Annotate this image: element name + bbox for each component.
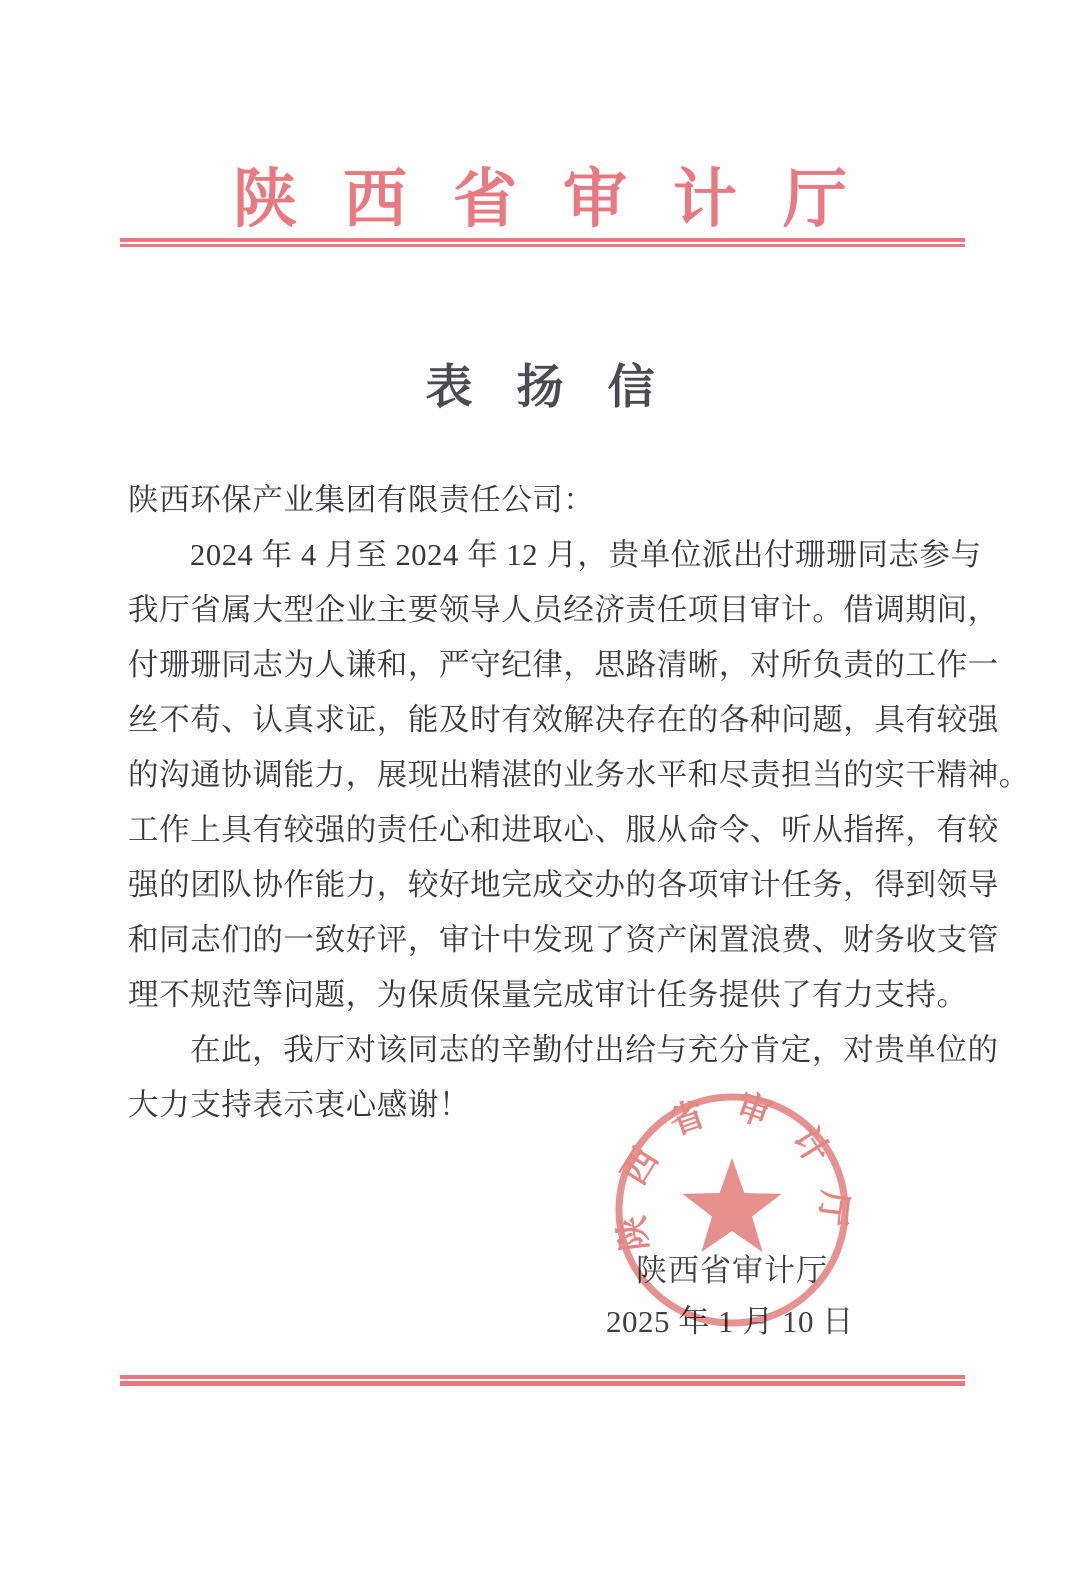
body-line: 我厅省属大型企业主要领导人员经济责任项目审计。借调期间， bbox=[128, 593, 999, 627]
letterhead-divider bbox=[120, 238, 965, 247]
seal-arc-text: 陕西省审计厅 bbox=[610, 1088, 854, 1253]
star-icon bbox=[683, 1158, 782, 1252]
signature-date: 2025 年 1 月 10 日 bbox=[606, 1304, 854, 1339]
letter-body bbox=[128, 473, 1030, 1133]
body-line: 和同志们的一致好评，审计中发现了资产闲置浪费、财务收支管 bbox=[128, 923, 999, 957]
body-line: 2024 年 4 月至 2024 年 12 月，贵单位派出付珊珊同志参与 bbox=[190, 538, 982, 572]
footer-divider bbox=[120, 1375, 965, 1386]
body-line: 付珊珊同志为人谦和，严守纪律，思路清晰，对所负责的工作一 bbox=[128, 648, 999, 682]
body-line: 在此，我厅对该同志的辛勤付出给与充分肯定，对贵单位的 bbox=[190, 1033, 999, 1067]
body-line: 强的团队协作能力，较好地完成交办的各项审计任务，得到领导 bbox=[128, 868, 999, 902]
body-line: 理不规范等问题，为保质保量完成审计任务提供了有力支持。 bbox=[128, 978, 968, 1012]
signature-issuer: 陕西省审计厅 bbox=[636, 1253, 828, 1288]
body-line: 丝不苟、认真求证，能及时有效解决存在的各种问题，具有较强 bbox=[128, 703, 999, 737]
recipient-line: 陕西环保产业集团有限责任公司： bbox=[128, 483, 595, 517]
body-line: 的沟通协调能力，展现出精湛的业务水平和尽责担当的实干精神。 bbox=[128, 758, 1030, 792]
letterhead-agency-name: 陕西省审计厅 bbox=[233, 164, 893, 235]
body-line: 工作上具有较强的责任心和进取心、服从命令、听从指挥，有较 bbox=[128, 813, 999, 847]
body-line: 大力支持表示衷心感谢！ bbox=[128, 1088, 471, 1122]
document-title: 表扬信 bbox=[425, 362, 699, 414]
